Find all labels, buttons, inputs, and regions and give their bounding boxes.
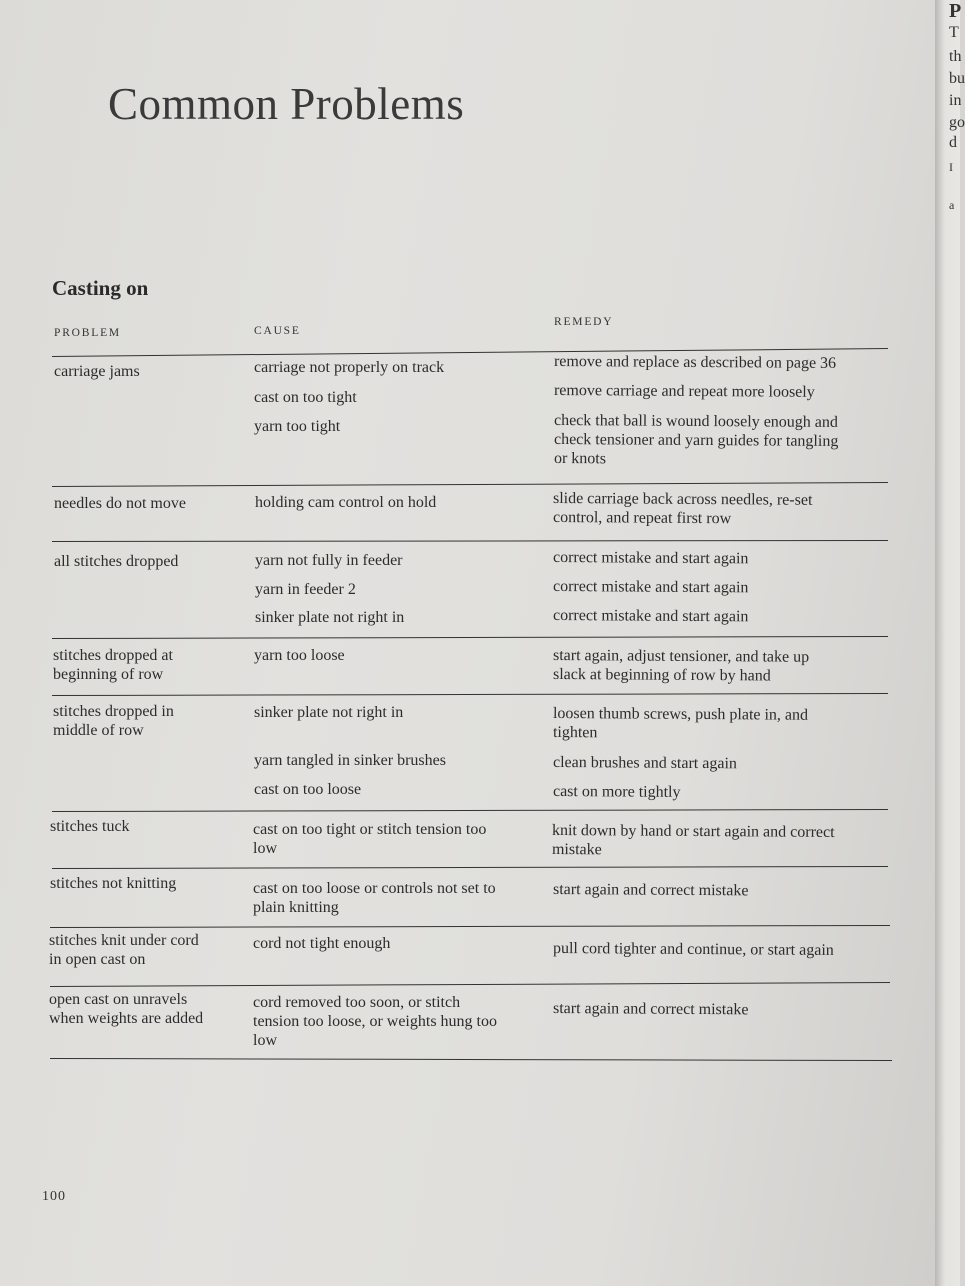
page-title: Common Problems: [108, 79, 465, 129]
problem-cell: middle of row: [53, 722, 144, 739]
table-rule: [50, 1058, 892, 1061]
table-rule: [52, 540, 888, 542]
problem-cell: beginning of row: [53, 666, 164, 683]
remedy-cell: check tensioner and yarn guides for tangling: [553, 431, 839, 450]
header-problem: PROBLEM: [54, 327, 121, 339]
adjacent-page-text: I: [949, 160, 953, 174]
cause-cell: holding cam control on hold: [255, 494, 437, 511]
problem-cell: stitches dropped in: [53, 703, 174, 720]
cause-cell: cord not tight enough: [253, 935, 391, 952]
problem-cell: in open cast on: [49, 951, 146, 968]
remedy-cell: mistake: [551, 841, 602, 859]
adjacent-page-text: in: [949, 92, 962, 109]
adjacent-page-text: P: [949, 0, 962, 22]
problem-cell: stitches not knitting: [50, 875, 177, 892]
table-rule: [52, 636, 888, 639]
remedy-cell: clean brushes and start again: [552, 754, 737, 773]
cause-cell: tension too loose, or weights hung too: [253, 1013, 497, 1030]
header-remedy: REMEDY: [554, 316, 614, 328]
remedy-cell: slide carriage back across needles, re-set: [552, 490, 813, 509]
problem-cell: stitches tuck: [50, 818, 130, 835]
cause-cell: cord removed too soon, or stitch: [253, 994, 461, 1011]
remedy-cell: remove carriage and repeat more loosely: [553, 382, 815, 401]
cause-cell: carriage not properly on track: [254, 359, 445, 376]
problem-cell: needles do not move: [54, 495, 186, 512]
remedy-cell: cast on more tightly: [552, 783, 681, 801]
remedy-cell: loosen thumb screws, push plate in, and: [552, 705, 809, 724]
table-rule: [50, 982, 890, 987]
remedy-cell: correct mistake and start again: [552, 578, 749, 597]
cause-cell: yarn too tight: [254, 418, 341, 435]
cause-cell: sinker plate not right in: [255, 609, 405, 626]
remedy-cell: slack at beginning of row by hand: [552, 666, 771, 685]
cause-cell: low: [253, 1032, 277, 1049]
problem-cell: open cast on unravels: [49, 991, 188, 1008]
remedy-cell: start again and correct mistake: [552, 881, 749, 900]
section-heading: Casting on: [52, 276, 149, 300]
adjacent-page-text: a: [949, 198, 955, 212]
adjacent-page-text: th: [949, 48, 962, 65]
cause-cell: cast on too tight: [254, 389, 357, 406]
cause-cell: plain knitting: [253, 899, 339, 916]
adjacent-page-text: d: [949, 134, 957, 151]
remedy-cell: control, and repeat first row: [552, 509, 732, 528]
adjacent-page-text: T: [949, 24, 959, 41]
remedy-cell: check that ball is wound loosely enough and: [553, 412, 838, 431]
remedy-cell: tighten: [552, 724, 598, 742]
table-rule: [52, 809, 888, 812]
remedy-cell: start again and correct mistake: [552, 1000, 749, 1019]
problem-cell: stitches knit under cord: [49, 932, 199, 949]
remedy-cell: pull cord tighter and continue, or start again: [552, 940, 834, 959]
problem-cell: all stitches dropped: [54, 553, 179, 570]
adjacent-page-text: go: [949, 114, 965, 131]
problem-cell: stitches dropped at: [53, 647, 173, 664]
cause-cell: cast on too loose: [254, 781, 362, 798]
cause-cell: yarn too loose: [254, 647, 345, 664]
remedy-cell: remove and replace as described on page 36: [553, 353, 837, 372]
cause-cell: sinker plate not right in: [254, 704, 404, 721]
table-rule: [52, 866, 888, 869]
cause-cell: cast on too tight or stitch tension too: [253, 821, 487, 838]
problem-cell: carriage jams: [54, 363, 140, 380]
remedy-cell: or knots: [553, 450, 607, 468]
table-rule: [52, 693, 888, 696]
table-rule: [52, 482, 888, 487]
cause-cell: yarn not fully in feeder: [255, 552, 403, 569]
remedy-cell: correct mistake and start again: [552, 607, 749, 626]
cause-cell: yarn in feeder 2: [255, 581, 356, 598]
remedy-cell: knit down by hand or start again and correct: [551, 822, 835, 841]
remedy-cell: correct mistake and start again: [552, 549, 749, 568]
problem-cell: when weights are added: [49, 1010, 204, 1027]
table-rule: [50, 925, 890, 928]
remedy-cell: start again, adjust tensioner, and take up: [552, 647, 810, 666]
cause-cell: yarn tangled in sinker brushes: [254, 752, 446, 769]
cause-cell: low: [253, 840, 277, 857]
page-number: 100: [42, 1189, 66, 1204]
adjacent-page-edge: [935, 0, 965, 1286]
adjacent-page-text: bu: [949, 70, 965, 87]
cause-cell: cast on too loose or controls not set to: [253, 880, 496, 897]
header-cause: CAUSE: [254, 325, 301, 337]
